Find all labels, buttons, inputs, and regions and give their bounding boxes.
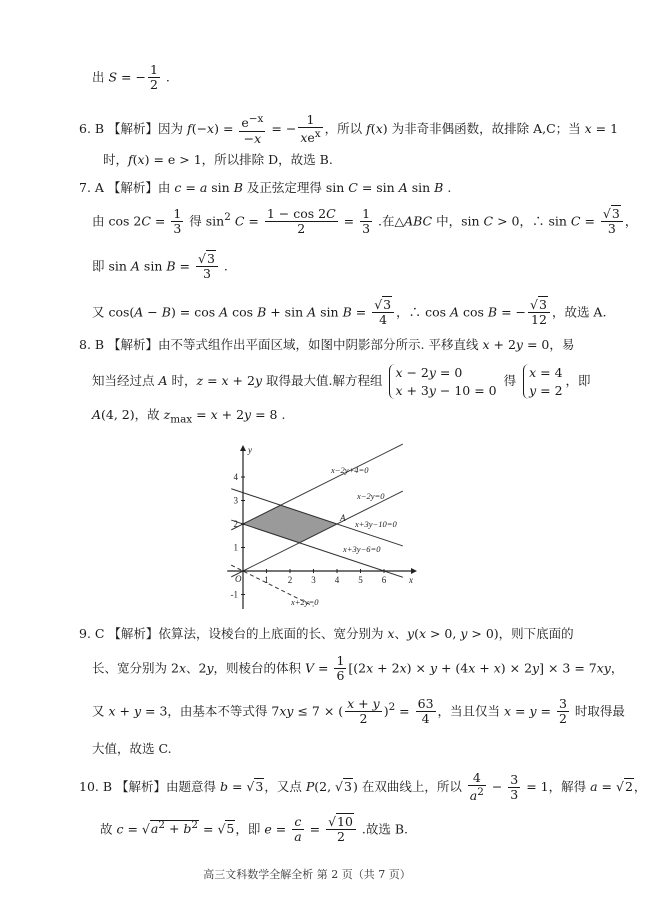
q10-line1: 10. B 【解析】由题意得 b = √3，又点 P(2, √3) 在双曲线上，所以 $\frac{4}{a^2}$ − $\frac{3}{3}$ = 1，解得 a = √2， — [79, 770, 646, 804]
x-tick-label-6: 6 — [381, 575, 387, 585]
x-tick-label-4: 4 — [334, 575, 340, 585]
q9-line2: 长、宽分别为 2x、2y，则棱台的体积 V = $\frac{1}{6}$ [(2x + 2x) × y + (4x + x) × 2y] × 3 = 7xy， — [92, 653, 624, 684]
q6-line2: 时，f(x) = e > 1，所以排除 D，故选 B. — [103, 152, 333, 167]
q8-line1: 8. B 【解析】由不等式组作出平面区域，如图中阴影部分所示. 平移直线 x + 2y = 0，易 — [79, 337, 575, 352]
y-tick-label-4: 4 — [233, 472, 238, 482]
y-tick-label-2: 2 — [233, 519, 238, 529]
x-tick-label-2: 2 — [287, 575, 293, 585]
line-label-5: x+2y=0 — [291, 597, 319, 607]
x-axis-arrow — [411, 568, 417, 574]
y-axis-arrow — [240, 445, 246, 451]
q6-line1: 6. B 【解析】因为 f(−x) = $\frac{e^{-x}}{-x}$ = − $\frac{1}{xe^x}$ ，所以 f(x) 为非奇非偶函数，故排除 A,C；当 x = 1 — [79, 112, 619, 146]
y-axis-label: y — [248, 445, 252, 455]
q10-line2: 故 $c = √a^2 + b^2 = √5$，即 e = $\frac{c}{a}$ = $\frac{√10}{2}$ .故选 B. — [100, 814, 409, 845]
x-axis-label: x — [409, 575, 413, 585]
line-label-3: x+3y−10=0 — [355, 519, 397, 529]
origin-label: O — [235, 574, 242, 584]
x-tick-label-1: 1 — [264, 575, 269, 585]
q7-line1: 7. A 【解析】由 c = a sin B 及正弦定理得 sin C = sin A sin B . — [79, 180, 452, 195]
y-tick-label-3: 3 — [233, 495, 238, 506]
line-label-1: x−2y+4=0 — [331, 465, 369, 475]
shaded-region — [243, 505, 337, 543]
feasible-region-figure — [205, 443, 417, 613]
q7-line2: 由 cos 2C = $\frac{1}{3}$ 得 $\sin^2 C$ = $\frac{1 - \cos 2C}{2}$ = $\frac{1}{3}$ .在△ABC 中，sin C > 0，∴ sin C = $\frac{√3}{3}$ ， — [92, 206, 638, 237]
q9-line4: 大值，故选 C. — [92, 741, 172, 756]
q8-line2: 知当经过点 A 时，z = x + 2y 取得最大值.解方程组 x − 2y = 0 x + 3y − 10 = 0 得 x = 4 y = 2 ，即 — [92, 365, 591, 398]
q9-line1: 9. C 【解析】依算法，设棱台的上底面的长、宽分别为 x、y(x > 0, y > 0)，则下底面的 — [79, 626, 574, 641]
y-tick-label-1: 1 — [233, 542, 238, 553]
q7-line4: 又 cos(A − B) = cos A cos B + sin A sin B = $\frac{√3}{4}$ ，∴ cos A cos B = − $\frac{√3}{12}$ ，故选 A. — [92, 297, 607, 328]
x-tick-label-5: 5 — [358, 575, 363, 585]
line-2 — [231, 491, 403, 577]
line-label-4: x+3y−6=0 — [343, 544, 381, 554]
q8-line3: A(4, 2)，故 $z_{max} = x + 2y = 8$ . — [92, 407, 286, 426]
q7-line3: 即 sin A sin B = $\frac{√3}{3}$ . — [92, 251, 228, 282]
page-footer: 高三文科数学全解全析 第 2 页（共 7 页） — [203, 868, 411, 881]
point-a-label: A — [340, 513, 346, 523]
line-label-2: x−2y=0 — [357, 491, 385, 501]
q9-line3: 又 x + y = 3，由基本不等式得 7xy ≤ 7 × ( $\frac{x + y}{2}$ )$^2$ = $\frac{63}{4}$ ，当且仅当 x = y = $\frac{3}{2}$ 时取得最 — [92, 696, 625, 727]
x-tick-label-3: 3 — [311, 575, 316, 585]
intro-line: 出 S = − $\frac{1}{2}$ . — [92, 62, 170, 93]
y-tick-label--1: -1 — [230, 589, 238, 600]
